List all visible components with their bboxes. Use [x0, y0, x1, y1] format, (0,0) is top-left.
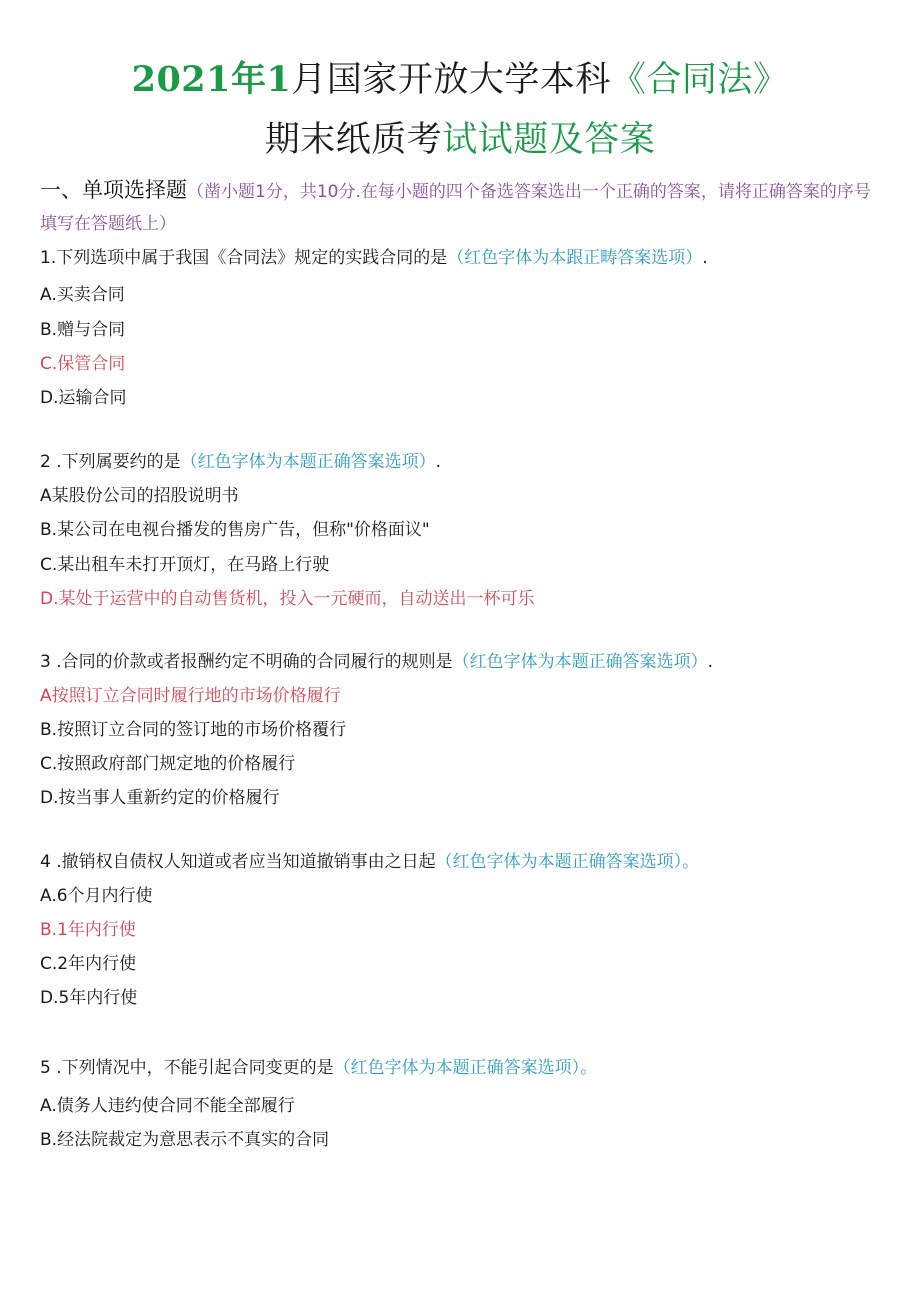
- section-heading: 一、单项选择题: [40, 178, 187, 202]
- question-hint: （红色字体为本题正确答案选项）: [180, 452, 436, 472]
- question-1: [40, 246, 890, 270]
- option-3a-correct: A按照订立合同时履行地的市场价格履行: [40, 686, 341, 706]
- question-stem: 4 .撤销权自债权人知道或者应当知道撤销事由之日起: [40, 852, 436, 872]
- option-1a: A.买卖合同: [40, 285, 125, 305]
- question-stem: 1.下列选项中属于我国《合同法》规定的实践合同的是: [40, 248, 448, 268]
- option-2c: C.某出租车未打开顶灯，在马路上行驶: [40, 555, 330, 575]
- question-4: [40, 850, 890, 874]
- question-hint: （红色字体为本跟正畴答案选项）: [447, 248, 703, 268]
- option-4b-correct: B.1年内行使: [40, 920, 136, 940]
- question-5: [40, 1056, 890, 1080]
- question-stem: 3 .合同的价款或者报酬约定不明确的合同履行的规则是: [40, 652, 453, 672]
- question-tail: .: [435, 452, 442, 472]
- option-5b: B.经法院裁定为意思表示不真实的合同: [40, 1130, 330, 1150]
- document-title-line-1: [0, 58, 920, 102]
- option-1b: B.赠与合同: [40, 320, 126, 340]
- question-2: [40, 450, 890, 474]
- title-answers: 试试题及答案: [442, 120, 656, 160]
- question-3: [40, 650, 890, 674]
- option-2d-correct: D.某处于运营中的自动售货机，投入一元硬而，自动送出一杯可乐: [40, 589, 535, 609]
- question-tail: .: [702, 248, 708, 268]
- question-hint: （红色字体为本题正确答案选项）。: [435, 852, 700, 872]
- option-2a: A某股份公司的招股说明书: [40, 486, 239, 506]
- question-tail: .: [707, 652, 714, 672]
- question-hint: （红色字体为本题正确答案选项）。: [333, 1058, 598, 1078]
- section-header: [40, 174, 880, 240]
- question-stem: 5 .下列情况中，不能引起合同变更的是: [40, 1058, 334, 1078]
- option-2b: B.某公司在电视台播发的售房广告，但称"价格面议": [40, 520, 430, 540]
- document-title-line-2: [0, 118, 920, 162]
- title-text: 月国家开放大学本科: [291, 60, 611, 100]
- option-1d: D.运输合同: [40, 388, 127, 408]
- option-3d: D.按当事人重新约定的价格履行: [40, 788, 280, 808]
- question-stem: 2 .下列属要约的是: [40, 452, 181, 472]
- option-3c: C.按照政府部门规定地的价格履行: [40, 754, 296, 774]
- question-hint: （红色字体为本题正确答案选项）: [452, 652, 708, 672]
- option-4d: D.5年内行使: [40, 988, 138, 1008]
- option-5a: A.债务人违约使合同不能全部履行: [40, 1096, 295, 1116]
- title-exam-type: 期末纸质考: [264, 120, 443, 160]
- option-3b: B.按照订立合同的签订地的市场价格覆行: [40, 720, 347, 740]
- option-4a: A.6个月内行使: [40, 886, 153, 906]
- title-year: 2021年1: [131, 59, 292, 100]
- option-1c-correct: C.保管合同: [40, 354, 126, 374]
- section-note: （凿小题1分，共10分.在每小题的四个备选答案选出一个正确的答案，请将正确答案的序号填写在答题纸上）: [40, 182, 871, 234]
- title-course: 《合同法》: [610, 60, 789, 100]
- option-4c: C.2年内行使: [40, 954, 137, 974]
